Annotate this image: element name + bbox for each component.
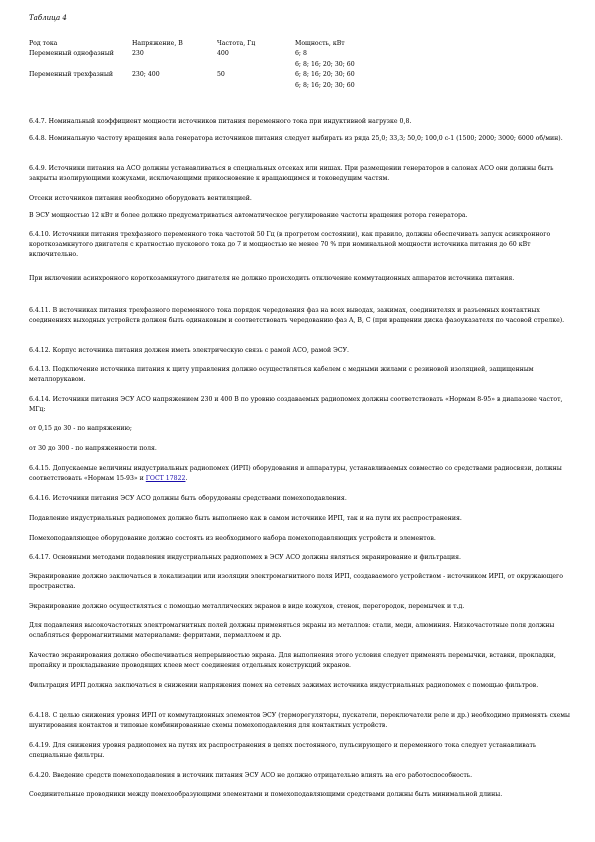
- paragraph: 6.4.14. Источники питания ЭСУ АСО напряжением 230 и 400 В по уровню создаваемых радиопомех должны соответствовать «Нормам 8-95» в диапазоне частот, МГц:: [29, 396, 563, 413]
- table-row: [27, 60, 415, 70]
- table-cell: 6; 8; 16; 20; 30; 60: [295, 81, 355, 89]
- paragraph: 6.4.18. С целью снижения уровня ИРП от коммутационных элементов ЭСУ (терморегуляторы, пускатели, переключатели реле и др.) необходимо применять схемы шунтирования контактов и типовые комбинированные схемы помехоподавления для контактных устройств.: [29, 712, 570, 729]
- paragraph: 6.4.7. Номинальный коэффициент мощности источников питания переменного тока при индуктивной нагрузке 0,8.: [29, 118, 412, 125]
- paragraph: 6.4.17. Основными методами подавления индустриальных радиопомех в ЭСУ АСО должны являться экранирование и фильтрация.: [29, 554, 461, 561]
- table-header-row: [27, 39, 415, 49]
- paragraph: 6.4.19. Для снижения уровня радиопомех на путях их распространения в цепях постоянного, пульсирующего и переменного тока следует устанавливать специальные фильтры.: [29, 742, 537, 759]
- table-cell: 230: [132, 50, 144, 58]
- paragraph: Качество экранирования должно обеспечиваться непрерывностью экрана. Для выполнения этого условия следует применять перемычки, вставки, прокладки, пропайку и прокладывание проводящих клеев мест соединения отдельных конструкций экранов.: [29, 652, 556, 669]
- gost-17822-link[interactable]: ГОСТ 17822: [145, 474, 186, 482]
- paragraph: от 30 до 300 - по напряженности поля.: [29, 445, 157, 452]
- table-cell: 50: [217, 71, 225, 79]
- table-cell: [130, 81, 215, 91]
- paragraph: Отсеки источников питания необходимо оборудовать вентиляцией.: [29, 195, 252, 202]
- paragraph: 6.4.13. Подключение источника питания к щиту управления должно осуществляться кабелем с медными жилами с резиновой изоляцией, защищенным металлорукавом.: [29, 366, 534, 383]
- paragraph: Экранирование должно заключаться в локализации или изоляции электромагнитного поля ИРП, создаваемого устройством - источником ИРП, от окружающего пространства.: [29, 573, 563, 590]
- paragraph-tail: .: [185, 474, 188, 482]
- paragraph: от 0,15 до 30 - по напряжению;: [29, 425, 132, 432]
- table-cell: [215, 81, 293, 91]
- table-cell: Переменный однофазный: [29, 50, 114, 58]
- paragraph-text: 6.4.15. Допускаемые величины индустриальных радиопомех (ИРП) оборудования и аппаратуры, устанавливаемых совместно со средствами радиосвязи, должны соответствовать «Нормам 15-93» и: [29, 465, 562, 482]
- paragraph: 6.4.12. Корпус источника питания должен иметь электрическую связь с рамой АСО, рамой ЭСУ.: [29, 347, 350, 354]
- table-row: [27, 49, 415, 59]
- paragraph: Подавление индустриальных радиопомех должно быть выполнено как в самом источнике ИРП, так и на пути их распространения.: [29, 515, 462, 522]
- power-source-table: [27, 39, 415, 91]
- table-row: [27, 70, 415, 80]
- table-cell: [27, 81, 130, 91]
- table-caption: Таблица 4: [29, 14, 67, 22]
- paragraph: 6.4.16. Источники питания ЭСУ АСО должны быть оборудованы средствами помехоподавления.: [29, 495, 347, 502]
- paragraph: 6.4.8. Номинальную частоту вращения вала генератора источников питания следует выбирать из ряда 25,0; 33,3; 50,0; 100,0 с-1 (1500; 2000; 3000; 6000 об/мин).: [29, 135, 563, 142]
- paragraph: 6.4.10. Источники питания трехфазного переменного тока частотой 50 Гц (в прогретом состоянии), как правило, должны обеспечивать запуск асинхронного короткозамкнутого двигателя с кратностью пускового тока до 7 и мощностью не менее 70 % при номинальной мощности источника питания до 60 кВт включительно.: [29, 231, 551, 258]
- table-cell: [215, 60, 293, 70]
- table-cell: 400: [217, 50, 229, 58]
- paragraph: Помехоподавляющее оборудование должно состоять из необходимого набора помехоподавляющих устройств и элементов.: [29, 535, 436, 542]
- table-cell: Переменный трехфазный: [29, 71, 114, 79]
- table-cell: 230; 400: [132, 71, 160, 79]
- table-cell: 6; 8: [295, 50, 307, 58]
- table-row: [27, 81, 415, 91]
- paragraph: Экранирование должно осуществляться с помощью металлических экранов в виде кожухов, стенок, перегородок, перемычек и т.д.: [29, 603, 465, 610]
- table-header-cell: Напряжение, В: [132, 40, 183, 47]
- table-cell: [130, 60, 215, 70]
- table-header-cell: Частота, Гц: [217, 40, 256, 47]
- paragraph: 6.4.11. В источниках питания трехфазного переменного тока порядок чередования фаз на всех выводах, зажимах, соединителях и разъемных контактных соединениях выходных устройств должен быть одинаковым и соответствовать чередованию фаз A, B, C (при вращении диска фазоуказателя по часовой стрелке).: [29, 307, 565, 324]
- paragraph: Для подавления высокочастотных электромагнитных полей должны применяться экраны из металлов: стали, меди, алюминия. Низкочастотные поля должны ослабляться ферромагнитными материалами: ферритами, пермаллоем и др.: [29, 622, 555, 639]
- table-header-cell: Мощность, кВт: [295, 40, 345, 47]
- table-header-cell: Род тока: [29, 40, 58, 47]
- paragraph: Фильтрация ИРП должна заключаться в снижении напряжения помех на сетевых зажимах источника индустриальных радиопомех с помощью фильтров.: [29, 682, 539, 689]
- paragraph: [29, 464, 577, 484]
- paragraph: Соединительные проводники между помехообразующими элементами и помехоподавляющими средствами должны быть минимальной длины.: [29, 791, 503, 798]
- paragraph: 6.4.9. Источники питания на АСО должны устанавливаться в специальных отсеках или нишах. При размещении генераторов в салонах АСО они должны быть закрыты изолирующими кожухами, исключающими прикосновение к вращающимся и токоведущим частям.: [29, 165, 554, 182]
- table-cell: 6; 8; 16; 20; 30; 60: [295, 60, 355, 68]
- paragraph: При включении асинхронного короткозамкнутого двигателя не должно происходить отключение коммутационных аппаратов источника питания.: [29, 275, 515, 282]
- table-cell: [27, 60, 130, 70]
- table-cell: 6; 8; 16; 20; 30; 60: [295, 71, 355, 79]
- paragraph: 6.4.20. Введение средств помехоподавления в источник питания ЭСУ АСО не должно отрицательно влиять на его работоспособность.: [29, 772, 473, 779]
- paragraph: В ЭСУ мощностью 12 кВт и более должно предусматриваться автоматическое регулирование частоты вращения ротора генератора.: [29, 212, 468, 219]
